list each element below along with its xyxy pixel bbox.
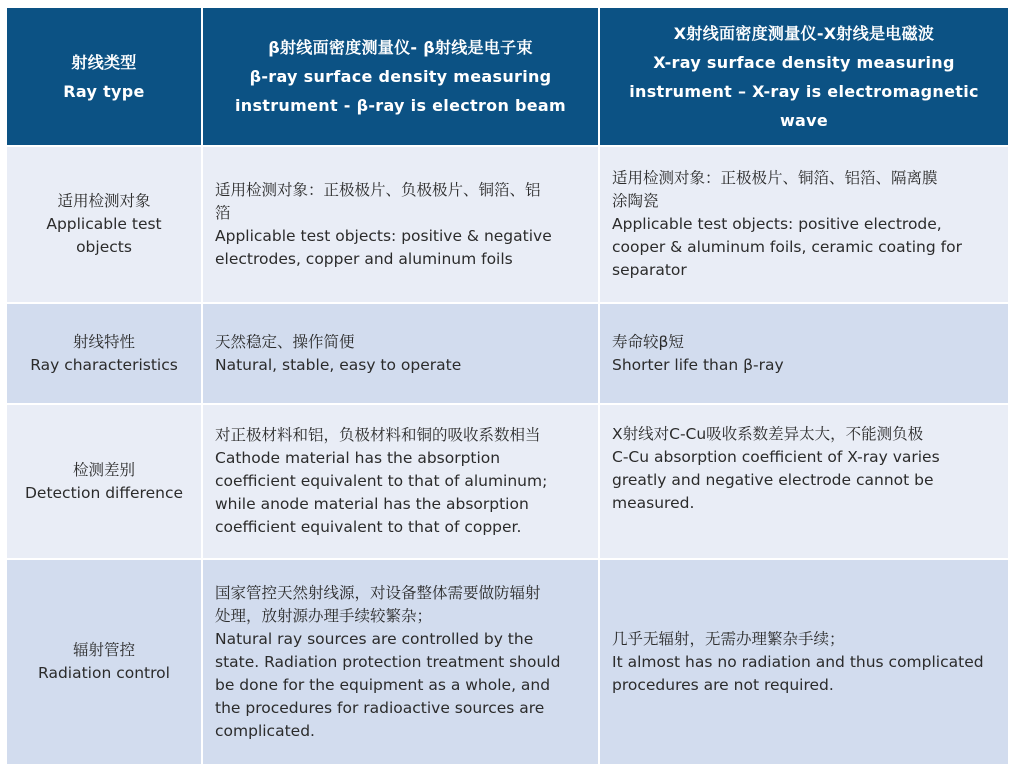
row-label-ray-characteristics bbox=[6, 303, 202, 404]
cell-text: Natural, stable, easy to operate bbox=[215, 355, 462, 374]
cell-text: 检测差别 bbox=[72, 460, 135, 479]
header-text: instrument – X-ray is electromagnetic bbox=[629, 81, 979, 101]
cell-text: Applicable test bbox=[46, 215, 162, 233]
row-label-applicable-objects bbox=[6, 146, 202, 303]
cell-beta-ray-characteristics bbox=[202, 303, 599, 404]
header-text: β射线面密度测量仪- β射线是电子束 bbox=[268, 38, 533, 57]
row-label-radiation-control bbox=[6, 559, 202, 765]
cell-text: Ray characteristics bbox=[30, 355, 178, 374]
cell-xray-ray-characteristics bbox=[599, 303, 1009, 404]
cell-text: measured. bbox=[612, 494, 695, 512]
table-row bbox=[6, 404, 1009, 559]
header-text: wave bbox=[779, 110, 829, 130]
header-text: 射线类型 bbox=[71, 52, 137, 72]
cell-text: coefficient equivalent to that of copper. bbox=[215, 518, 522, 536]
cell-text: C-Cu absorption coefficient of X-ray varies bbox=[612, 448, 940, 466]
cell-text: cooper & aluminum foils, ceramic coating for bbox=[612, 238, 962, 256]
cell-text: Detection difference bbox=[24, 483, 184, 502]
comparison-table bbox=[5, 6, 1009, 766]
header-text: instrument - β-ray is electron beam bbox=[235, 96, 566, 115]
table-row bbox=[6, 303, 1009, 404]
cell-text: procedures are not required. bbox=[612, 675, 834, 694]
cell-xray-radiation-control bbox=[599, 559, 1009, 765]
cell-text: the procedures for radioactive sources are bbox=[215, 698, 545, 717]
cell-text: coefficient equivalent to that of aluminum; bbox=[215, 472, 548, 490]
cell-text: Cathode material has the absorption bbox=[215, 449, 501, 467]
header-row bbox=[6, 7, 1009, 146]
cell-text: Natural ray sources are controlled by the bbox=[215, 629, 534, 648]
cell-text: complicated. bbox=[215, 721, 315, 740]
cell-text: 对正极材料和铝，负极材料和铜的吸收系数相当 bbox=[215, 426, 541, 444]
header-beta-ray bbox=[202, 7, 599, 146]
cell-text: separator bbox=[612, 261, 687, 279]
cell-text: 几乎无辐射，无需办理繁杂手续； bbox=[612, 629, 845, 648]
row-label-detection-difference bbox=[6, 404, 202, 559]
cell-beta-detection-difference bbox=[202, 404, 599, 559]
cell-text: Applicable test objects: positive electrode, bbox=[612, 215, 942, 233]
cell-text: 箔 bbox=[215, 203, 231, 222]
cell-text: Shorter life than β-ray bbox=[612, 355, 784, 374]
cell-xray-detection-difference bbox=[599, 404, 1009, 559]
cell-xray-applicable-objects bbox=[599, 146, 1009, 303]
header-text: β-ray surface density measuring bbox=[249, 67, 552, 86]
header-text: X-ray surface density measuring bbox=[653, 52, 955, 72]
cell-text: 寿命较β短 bbox=[612, 332, 684, 351]
cell-text: 适用检测对象：正极极片、负极极片、铜箔、铝 bbox=[215, 180, 541, 199]
cell-text: 涂陶瓷 bbox=[612, 192, 659, 210]
header-x-ray bbox=[599, 7, 1009, 146]
cell-text: 处理，放射源办理手续较繁杂； bbox=[215, 606, 433, 625]
cell-text: electrodes, copper and aluminum foils bbox=[215, 249, 513, 268]
table-row bbox=[6, 559, 1009, 765]
cell-beta-radiation-control bbox=[202, 559, 599, 765]
cell-text: X射线对C-Cu吸收系数差异太大，不能测负极 bbox=[612, 425, 924, 443]
cell-text: objects bbox=[76, 238, 132, 256]
cell-text: 适用检测对象 bbox=[57, 192, 151, 210]
cell-text: 国家管控天然射线源，对设备整体需要做防辐射 bbox=[215, 583, 541, 602]
header-text: X射线面密度测量仪-X射线是电磁波 bbox=[673, 23, 935, 43]
cell-text: Radiation control bbox=[38, 664, 170, 682]
table-row bbox=[6, 146, 1009, 303]
cell-text: 天然稳定、操作简便 bbox=[215, 332, 355, 351]
cell-text: 辐射管控 bbox=[72, 641, 135, 659]
cell-text: be done for the equipment as a whole, and bbox=[215, 675, 551, 694]
header-ray-type bbox=[6, 7, 202, 146]
cell-text: 适用检测对象：正极极片、铜箔、铝箔、隔离膜 bbox=[612, 169, 938, 187]
cell-text: while anode material has the absorption bbox=[215, 495, 529, 513]
header-text: Ray type bbox=[63, 81, 145, 101]
cell-text: 射线特性 bbox=[72, 332, 135, 351]
cell-text: greatly and negative electrode cannot be bbox=[612, 471, 934, 489]
cell-text: Applicable test objects: positive & negative bbox=[215, 226, 552, 245]
cell-text: state. Radiation protection treatment should bbox=[215, 652, 561, 671]
cell-text: It almost has no radiation and thus complicated bbox=[612, 652, 984, 671]
cell-beta-applicable-objects bbox=[202, 146, 599, 303]
